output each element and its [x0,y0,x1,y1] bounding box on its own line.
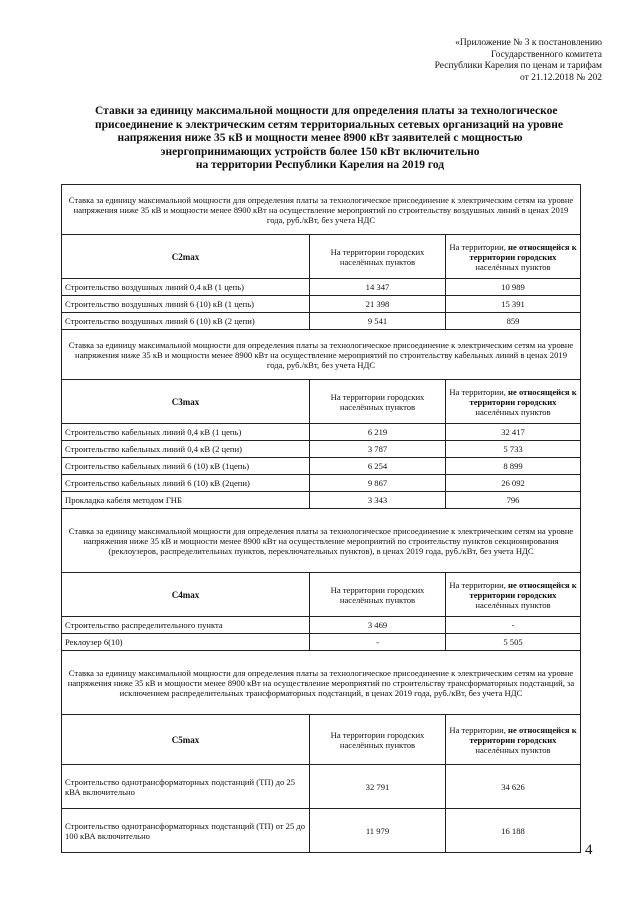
urban-column-header: На территории городских населённых пунктов [310,380,446,424]
rate-label: C2max [62,235,310,279]
row-name: Строительство воздушных линий 6 (10) кВ (1 цепь) [62,296,310,313]
urban-value: 32 791 [310,765,446,809]
row-name: Строительство воздушных линий 0,4 кВ (1 цепь) [62,279,310,296]
table-row [62,634,581,651]
section-caption: Ставка за единицу максимальной мощности для определения платы за технологическое присоединение к электрическим сетям на уровне напряжения ниже 35 кВ и мощности менее 8900 кВт на осуществление мероприятий по строительству трансформаторных подстанций, за исключением распределительных трансформаторных подстанций, в ценах 2019 года, руб./кВт, без учета НДС [62,651,581,715]
section-caption-row [62,509,581,573]
rural-header-pre: На территории, [449,386,509,397]
urban-value: 3 469 [310,617,446,634]
header-line: от 21.12.2018 № 202 [520,72,602,83]
rates-table [61,184,581,853]
row-name: Строительство однотрансформаторных подстанций (ТП) до 25 кВА включительно [62,765,310,809]
urban-value: - [310,634,446,651]
table-row [62,617,581,634]
urban-value: 9 867 [310,475,446,492]
rural-header-post: населённых пунктов [475,744,551,755]
row-name: Строительство воздушных линий 6 (10) кВ (2 цепи) [62,313,310,330]
table-row [62,765,581,809]
table-row [62,296,581,313]
rural-value: 26 092 [446,475,581,492]
rural-header-pre: На территории, [449,579,509,590]
section-header-row [62,235,581,279]
row-name: Прокладка кабеля методом ГНБ [62,492,310,509]
table-row [62,424,581,441]
row-name: Строительство кабельных линий 0,4 кВ (2 цепи) [62,441,310,458]
title-line: напряжения ниже 35 кВ и мощности менее 8900 кВт заявителей с мощностью [117,132,523,144]
urban-column-header: На территории городских населённых пунктов [310,715,446,765]
row-name: Реклоузер 6(10) [62,634,310,651]
urban-column-header: На территории городских населённых пунктов [310,573,446,617]
section-caption: Ставка за единицу максимальной мощности для определения платы за технологическое присоединение к электрическим сетям на уровне напряжения ниже 35 кВ и мощности менее 8900 кВт на осуществление мероприятий по строительству кабельных линий в ценах 2019 года, руб./кВт, без учета НДС [62,330,581,380]
rural-header-post: населённых пунктов [475,261,551,272]
urban-column-header: На территории городских населённых пунктов [310,235,446,279]
header-line: «Приложение № 3 к постановлению [455,38,602,48]
rate-label: C3max [62,380,310,424]
rural-header-bold: не относящейся к территории городских [469,579,577,600]
table-row [62,809,581,853]
section-caption-row [62,185,581,235]
rural-value: 859 [446,313,581,330]
title-line: присоединение к электрическим сетям территориальных сетевых организаций на уровне [95,118,563,131]
urban-value: 6 219 [310,424,446,441]
rural-header-bold: не относящейся к территории городских [469,386,577,407]
rural-value: - [446,617,581,634]
rural-column-header [446,380,581,424]
rural-header-bold: не относящейся к территории городских [469,724,577,745]
section-caption: Ставка за единицу максимальной мощности для определения платы за технологическое присоединение к электрическим сетям на уровне напряжения ниже 35 кВ и мощности менее 8900 кВт на осуществление мероприятий по строительству воздушных линий в ценах 2019 года, руб./кВт, без учета НДС [62,185,581,235]
appendix-header [372,38,602,84]
rural-value: 32 417 [446,424,581,441]
urban-value: 3 343 [310,492,446,509]
urban-value: 6 254 [310,458,446,475]
rate-label: C5max [62,715,310,765]
document-title [95,105,563,173]
rural-value: 15 391 [446,296,581,313]
table-row [62,492,581,509]
rural-value: 8 899 [446,458,581,475]
urban-value: 21 398 [310,296,446,313]
table-row [62,313,581,330]
table-row [62,279,581,296]
urban-value: 14 347 [310,279,446,296]
table-row [62,441,581,458]
page-number: 4 [585,842,593,858]
header-line: Республики Карелия по ценам и тарифам [434,61,602,71]
urban-value: 3 787 [310,441,446,458]
header-line: Государственного комитета [490,49,602,60]
table-row [62,458,581,475]
urban-value: 9 541 [310,313,446,330]
row-name: Строительство кабельных линий 6 (10) кВ (2цепи) [62,475,310,492]
rural-value: 10 989 [446,279,581,296]
section-header-row [62,573,581,617]
rural-column-header [446,573,581,617]
urban-value: 11 979 [310,809,446,853]
rural-value: 796 [446,492,581,509]
rural-value: 5 505 [446,634,581,651]
title-line: энергопринимающих устройств более 150 кВт включительно [160,145,480,158]
row-name: Строительство распределительного пункта [62,617,310,634]
section-header-row [62,715,581,765]
rural-header-bold: не относящейся к территории городских [469,241,577,262]
row-name: Строительство кабельных линий 6 (10) кВ (1цепь) [62,458,310,475]
row-name: Строительство однотрансформаторных подстанций (ТП) от 25 до 100 кВА включительно [62,809,310,853]
section-header-row [62,380,581,424]
rural-value: 34 626 [446,765,581,809]
rural-header-pre: На территории, [449,241,509,252]
rural-header-pre: На территории, [449,724,509,735]
title-line: Ставки за единицу максимальной мощности для определения платы за технологическое [95,105,558,117]
rural-header-post: населённых пунктов [475,599,551,610]
rural-header-post: населённых пунктов [475,406,551,417]
rural-column-header [446,715,581,765]
section-caption-row [62,330,581,380]
title-line: на территории Республики Карелия на 2019 год [195,159,445,171]
section-caption-row [62,651,581,715]
section-caption: Ставка за единицу максимальной мощности для определения платы за технологическое присоединение к электрическим сетям на уровне напряжения ниже 35 кВ и мощности менее 8900 кВт на осуществление мероприятий по строительству пунктов секционирования (реклоузеров, распределительных пунктов, переключательных пунктов), в ценах 2019 года, руб./кВт, без учета НДС [62,509,581,573]
rate-label: C4max [62,573,310,617]
row-name: Строительство кабельных линий 0,4 кВ (1 цепь) [62,424,310,441]
rural-column-header [446,235,581,279]
rural-value: 16 188 [446,809,581,853]
rural-value: 5 733 [446,441,581,458]
table-row [62,475,581,492]
